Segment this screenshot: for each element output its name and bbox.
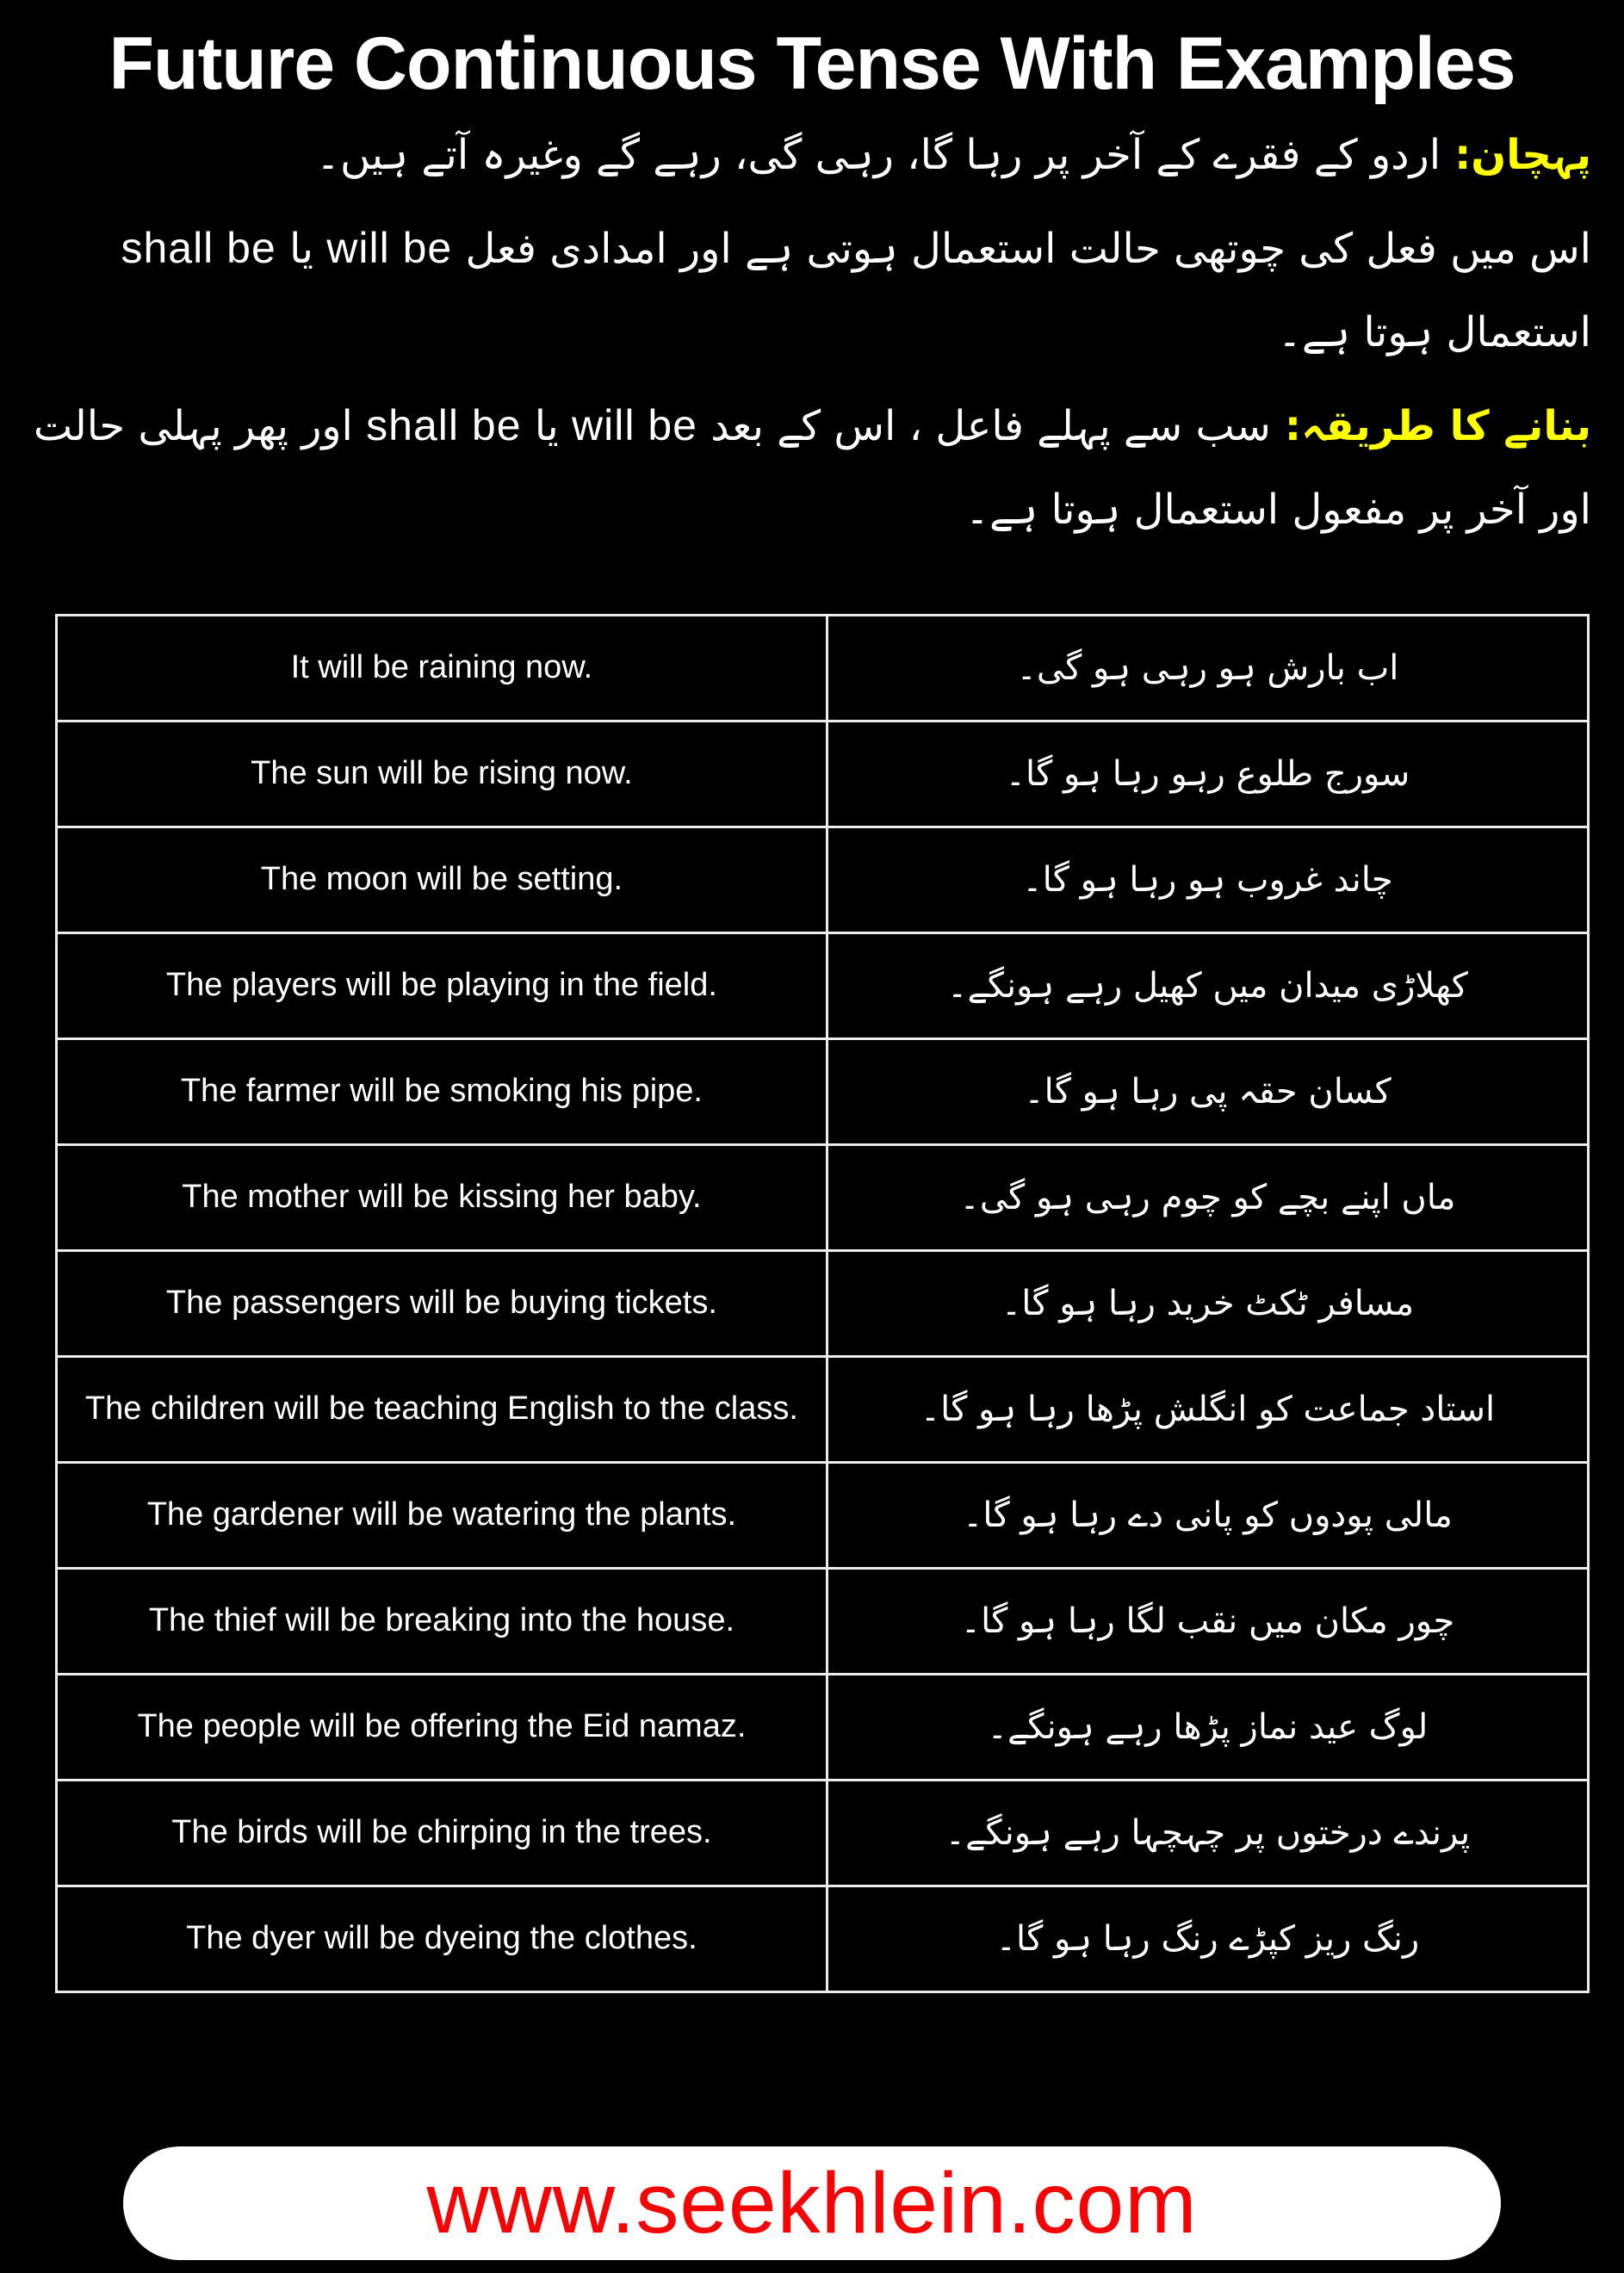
urdu-text: اور پھر پہلی حالت اور آخر پر مفعول استعمال ہوتا ہے۔: [34, 402, 1591, 535]
english-sentence-cell: The passengers will be buying tickets.: [57, 1251, 827, 1357]
table-row: [57, 1251, 1589, 1357]
urdu-translation-cell: چاند غروب ہو رہا ہو گا۔: [827, 827, 1588, 933]
english-sentence-cell: The thief will be breaking into the house.: [57, 1569, 827, 1675]
urdu-text: اردو کے فقرے کے آخر پر رہا گا، رہی گی، رہے گے وغیرہ آتے ہیں۔: [315, 131, 1441, 180]
english-sentence-cell: The players will be playing in the field.: [57, 933, 827, 1039]
table-row: [57, 1145, 1589, 1251]
urdu-text: یا: [521, 402, 572, 451]
paragraph-text: [121, 225, 1591, 356]
table-row: [57, 1357, 1589, 1463]
urdu-text: یا: [276, 225, 327, 274]
urdu-translation-cell: کسان حقہ پی رہا ہو گا۔: [827, 1039, 1588, 1145]
website-pill: [123, 2146, 1501, 2260]
english-sentence-cell: The gardener will be watering the plants.: [57, 1463, 827, 1569]
english-sentence-cell: The farmer will be smoking his pipe.: [57, 1039, 827, 1145]
urdu-translation-cell: ماں اپنے بچے کو چوم رہی ہو گی۔: [827, 1145, 1588, 1251]
urdu-translation-cell: مالی پودوں کو پانی دے رہا ہو گا۔: [827, 1463, 1588, 1569]
urdu-translation-cell: پرندے درختوں پر چہچہا رہے ہونگے۔: [827, 1781, 1588, 1886]
intro-paragraph: [33, 382, 1591, 551]
urdu-translation-cell: استاد جماعت کو انگلش پڑھا رہا ہو گا۔: [827, 1357, 1588, 1463]
intro-section: [0, 0, 1624, 614]
table-row: [57, 722, 1589, 827]
urdu-translation-cell: سورج طلوع رہو رہا ہو گا۔: [827, 722, 1588, 827]
paragraph-lead: پہچان:: [1454, 131, 1591, 180]
urdu-translation-cell: اب بارش ہو رہی ہو گی۔: [827, 616, 1588, 722]
latin-phrase: will be: [572, 401, 697, 450]
english-sentence-cell: The mother will be kissing her baby.: [57, 1145, 827, 1251]
table-row: [57, 1781, 1589, 1886]
examples-table: [55, 614, 1590, 1993]
urdu-translation-cell: لوگ عید نماز پڑھا رہے ہونگے۔: [827, 1675, 1588, 1781]
english-sentence-cell: The sun will be rising now.: [57, 722, 827, 827]
examples-table-body: [57, 616, 1589, 1992]
urdu-translation-cell: رنگ ریز کپڑے رنگ رہا ہو گا۔: [827, 1886, 1588, 1992]
table-row: [57, 1463, 1589, 1569]
table-row: [57, 616, 1589, 722]
table-row: [57, 1675, 1589, 1781]
urdu-translation-cell: مسافر ٹکٹ خرید رہا ہو گا۔: [827, 1251, 1588, 1357]
english-sentence-cell: The moon will be setting.: [57, 827, 827, 933]
english-sentence-cell: It will be raining now.: [57, 616, 827, 722]
urdu-text: اس میں فعل کی چوتھی حالت استعمال ہوتی ہے اور امدادی فعل: [452, 225, 1591, 274]
paragraph-text: [316, 131, 1441, 179]
urdu-translation-cell: کھلاڑی میدان میں کھیل رہے ہونگے۔: [827, 933, 1588, 1039]
urdu-text: سب سے پہلے فاعل ، اس کے بعد: [697, 402, 1271, 451]
paragraph-lead: بنانے کا طریقہ:: [1284, 402, 1591, 451]
english-sentence-cell: The birds will be chirping in the trees.: [57, 1781, 827, 1886]
urdu-text: استعمال ہوتا ہے۔: [1277, 308, 1591, 357]
table-row: [57, 933, 1589, 1039]
table-row: [57, 1886, 1589, 1992]
table-row: [57, 1039, 1589, 1145]
latin-phrase: shall be: [121, 224, 276, 273]
english-sentence-cell: The people will be offering the Eid namaz.: [57, 1675, 827, 1781]
table-row: [57, 827, 1589, 933]
urdu-translation-cell: چور مکان میں نقب لگا رہا ہو گا۔: [827, 1569, 1588, 1675]
table-row: [57, 1569, 1589, 1675]
intro-paragraph: [33, 205, 1591, 374]
latin-phrase: will be: [326, 224, 453, 273]
page-title: Future Continuous Tense With Examples: [108, 22, 1516, 105]
website-url: www.seekhlein.com: [426, 2155, 1198, 2251]
english-sentence-cell: The dyer will be dyeing the clothes.: [57, 1886, 827, 1992]
english-sentence-cell: The children will be teaching English to the class.: [57, 1357, 827, 1463]
intro-paragraph: [33, 114, 1591, 196]
latin-phrase: shall be: [366, 401, 522, 450]
